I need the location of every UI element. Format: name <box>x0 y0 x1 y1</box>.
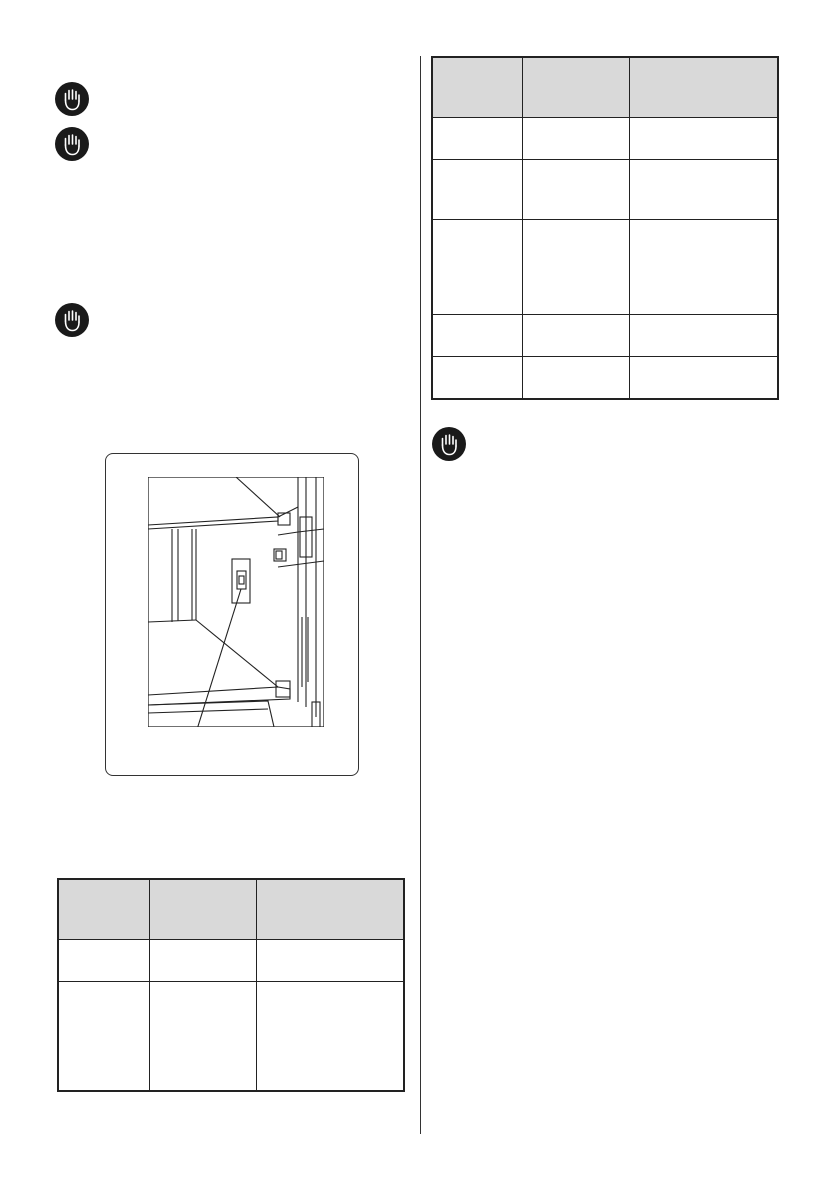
table-header-cell <box>257 879 404 939</box>
table-cell <box>58 939 149 981</box>
table-cell <box>522 219 629 314</box>
shelf-support-diagram <box>148 477 324 727</box>
table-cell <box>58 981 149 1091</box>
table-header-cell <box>630 57 778 117</box>
warning-hand-icon <box>54 81 90 117</box>
table-cell <box>630 219 778 314</box>
table-cell <box>522 117 629 159</box>
table-header-row <box>432 57 778 117</box>
table-row <box>432 356 778 399</box>
table-header-row <box>58 879 404 939</box>
table-cell <box>432 159 522 219</box>
table-cell <box>149 981 256 1091</box>
table-cell <box>630 159 778 219</box>
page-top-rule <box>0 0 839 1</box>
table-row <box>58 981 404 1091</box>
table-row <box>432 219 778 314</box>
table-cell <box>257 981 404 1091</box>
table-cell <box>522 314 629 356</box>
table-cell <box>432 117 522 159</box>
table-header-cell <box>522 57 629 117</box>
warning-hand-icon <box>431 426 467 462</box>
table-right <box>431 56 779 400</box>
table-cell <box>432 356 522 399</box>
table-cell <box>149 939 256 981</box>
table-cell <box>630 356 778 399</box>
table-cell <box>432 219 522 314</box>
table-cell <box>630 117 778 159</box>
table-cell <box>522 356 629 399</box>
table-cell <box>432 314 522 356</box>
table-cell <box>257 939 404 981</box>
table-row <box>432 314 778 356</box>
table-left <box>57 878 405 1092</box>
column-divider <box>420 56 421 1134</box>
table-header-cell <box>149 879 256 939</box>
table-row <box>432 117 778 159</box>
table-header-cell <box>58 879 149 939</box>
warning-hand-icon <box>54 302 90 338</box>
table-cell <box>522 159 629 219</box>
table-header-cell <box>432 57 522 117</box>
table-cell <box>630 314 778 356</box>
warning-hand-icon <box>54 126 90 162</box>
table-row <box>58 939 404 981</box>
table-row <box>432 159 778 219</box>
